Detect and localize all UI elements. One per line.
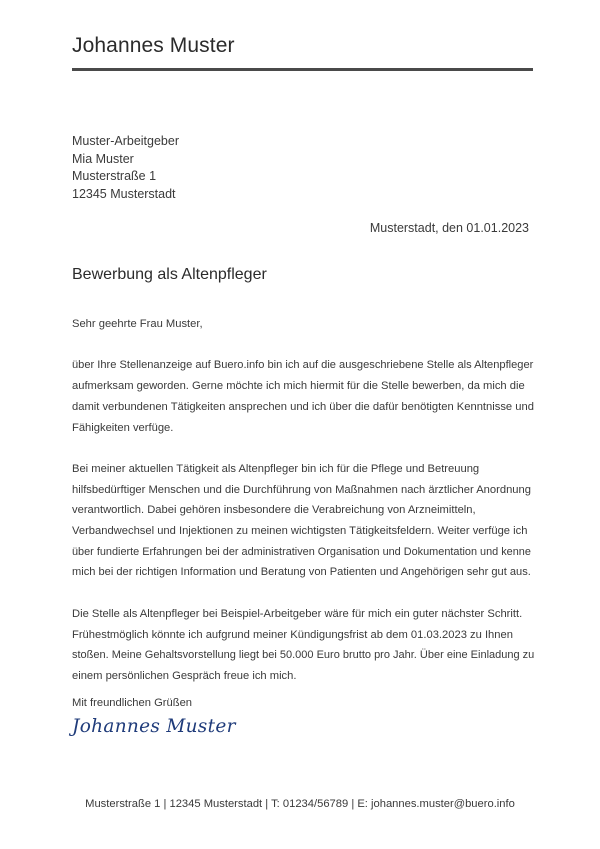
body-line: Frühestmöglich könnte ich aufgrund meiner Kündigungsfrist ab dem 01.03.2023 zu Ihnen (72, 628, 513, 641)
place-date: Musterstadt, den 01.01.2023 (369, 221, 529, 235)
body-line: Fähigkeiten verfüge. (72, 421, 174, 434)
body-line: mich bei der richtigen Information und Beratung von Patienten und Angehörigen sehr gut aus. (72, 566, 531, 579)
body-line: verantwortlich. Dabei gehören insbesondere die Verabreichung von Arzneimitteln, (72, 504, 476, 517)
body-line: über fundierte Erfahrungen bei der administrativen Organisation und Dokumentation und kenne (72, 545, 531, 558)
header-divider (72, 68, 533, 71)
body-line: damit verbundenen Tätigkeiten ansprechen und ich über die dafür benötigten Kenntnisse und (72, 400, 534, 413)
body-line: Bei meiner aktuellen Tätigkeit als Altenpfleger bin ich für die Pflege und Betreuung (72, 462, 480, 475)
recipient-company: Muster-Arbeitgeber (72, 134, 179, 148)
footer-contact: Musterstraße 1 | 12345 Musterstadt | T: 01234/56789 | E: johannes.muster@buero.info (85, 798, 515, 810)
letter-subject: Bewerbung als Altenpfleger (72, 266, 267, 283)
body-line: aufmerksam geworden. Gerne möchte ich mich hiermit für die Stelle bewerben, da mich die (72, 380, 525, 393)
body-line: Die Stelle als Altenpfleger bei Beispiel-Arbeitgeber wäre für mich ein guter nächster Schritt. (72, 607, 523, 620)
letter-body (72, 314, 534, 707)
sender-name-heading: Johannes Muster (72, 34, 235, 57)
handwritten-signature: Johannes Muster (72, 716, 236, 737)
body-line: über Ihre Stellenanzeige auf Buero.info bin ich auf die ausgeschriebene Stelle als Altenpfleger (72, 359, 534, 372)
body-paragraph-1 (72, 355, 534, 438)
recipient-address (72, 133, 179, 203)
body-line: hilfsbedürftiger Menschen und die Durchführung von Maßnahmen nach ärztlicher Anordnung (72, 483, 531, 496)
closing-phrase: Mit freundlichen Grüßen (72, 697, 193, 709)
body-line: einem persönlichen Gespräch freue ich mich. (72, 669, 297, 682)
body-paragraph-3 (72, 604, 534, 687)
salutation-text: Sehr geehrte Frau Muster, (72, 318, 203, 330)
body-line: Verbandwechsel und Injektionen zu meinen wichtigsten Tätigkeitsfeldern. Weiter verfüge ich (72, 525, 528, 537)
recipient-city: 12345 Musterstadt (72, 186, 176, 201)
salutation (72, 314, 534, 335)
recipient-street: Musterstraße 1 (72, 169, 157, 183)
body-line: stoßen. Meine Gehaltsvorstellung liegt bei 50.000 Euro brutto pro Jahr. Über eine Einladung zu (72, 649, 535, 662)
recipient-contact: Mia Muster (72, 151, 134, 166)
body-paragraph-2 (72, 459, 534, 583)
